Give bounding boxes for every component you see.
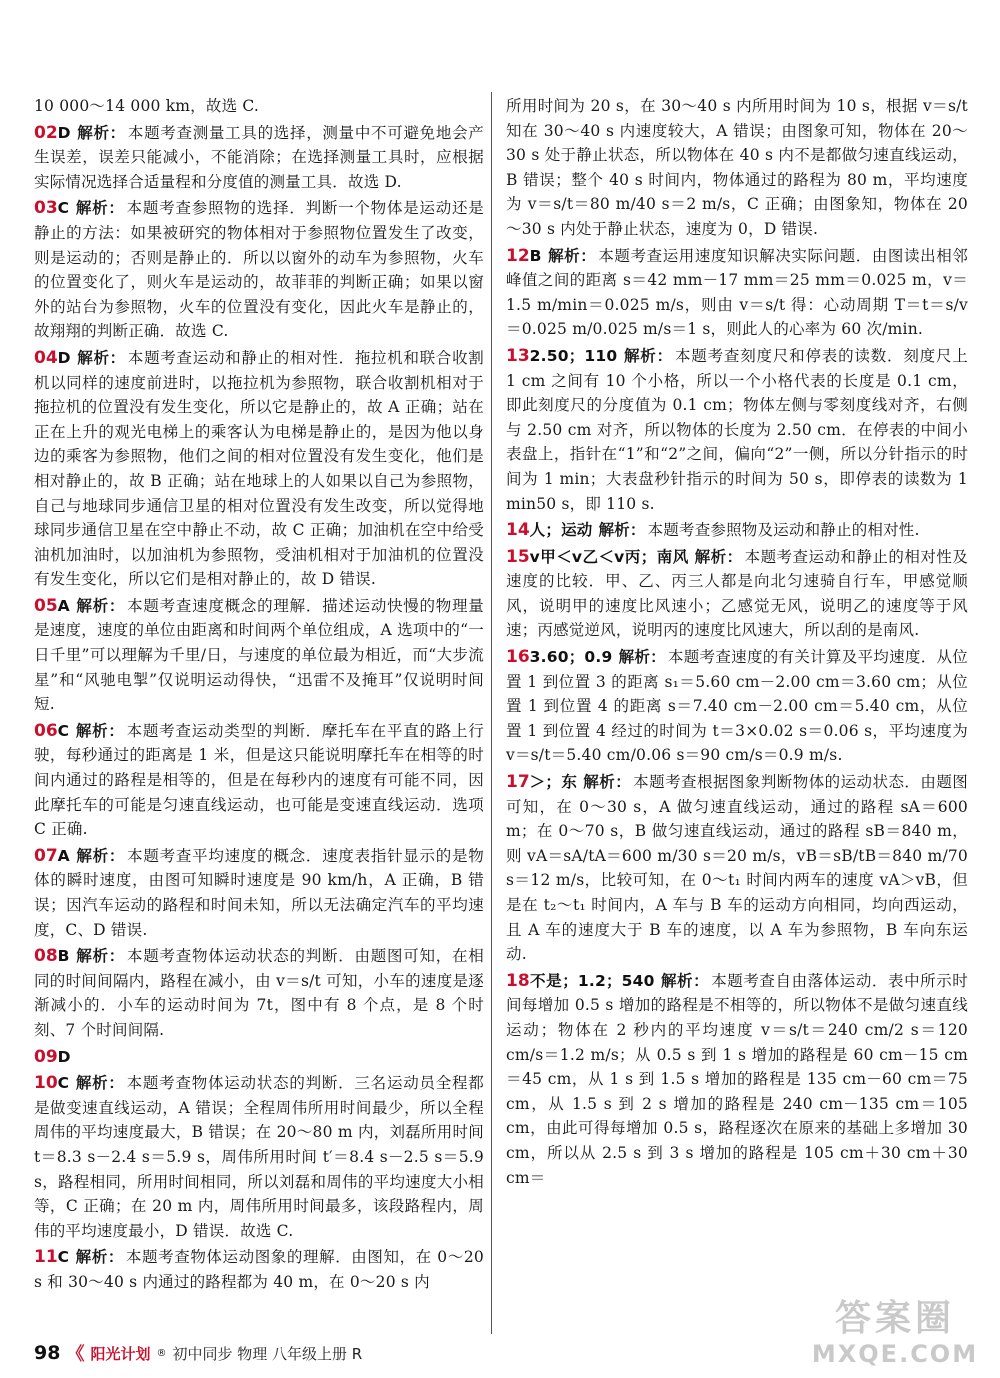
explanation-text: 所用时间为 20 s，在 30～40 s 内所用时间为 10 s，根据 v＝s/t 知在 30～40 s 内速度较大，A 错误；由图象可知，物体在 20～30 s 处于静止状态，所以物体在 40 s 内不是都做匀速直线运动，B 错误；整个 40 s 时间内，物体通过的路程为 80 m，平均速度为 v＝s/t＝80 m/40 s＝2 m/s，C 正确；由图象知，物体在 20～30 s 内处于静止状态，速度为 0，D 错误. — [506, 97, 968, 238]
answer-item-16 — [506, 645, 968, 768]
answer-item-14 — [506, 518, 968, 543]
explanation-text: 本题考查参照物及运动和静止的相对性. — [647, 521, 920, 540]
answer-choice: D — [57, 1047, 71, 1066]
explanation-text: 本题考查运动类型的判断．摩托车在平直的路上行驶，每秒通过的距离是 1 米，但是这只能说明摩托车在相等的时间内通过的路程是相等的，但是在每秒内的速度有可能不同，因此摩托车的可能是匀速直线运动，也可能是变速直线运动．选项 C 正确. — [34, 721, 484, 839]
left-column — [34, 94, 484, 1297]
explanation-text: 本题考查物体运动状态的判断．由题图可知，在相同的时间间隔内，路程在减小，由 v＝s/t 可知，小车的速度是逐渐减小的．小车的运动时间为 7t，图中有 8 个点，是 8 个时刻、7 个时间间隔. — [34, 947, 484, 1039]
question-number: 14 — [506, 520, 530, 541]
analysis-label: 解析： — [547, 245, 597, 265]
answer-choice: C — [57, 199, 70, 218]
explanation-text: 本题考查物体运动状态的判断．三名运动员全程都是做变速直线运动，A 错误；全程周伟所用时间最少，所以全程周伟的平均速度最大，B 错误；在 20～80 m 内，刘磊所用时间 t＝8.3 s－2.4 s＝5.9 s，周伟所用时间 t′＝8.4 s－2.5 s＝5.9 s，路程相同，所用时间相同，所以刘磊和周伟的平均速度大小相等，C 正确；在 20 m 内，周伟所用时间最多，该段路程内，周伟的平均速度最小，D 错误．故选 C. — [34, 1074, 484, 1240]
answer-choice: 人；运动 — [529, 521, 593, 540]
question-number: 03 — [34, 198, 58, 219]
answer-item-02 — [34, 121, 484, 195]
book-title: 初中同步 物理 八年级上册 R — [172, 1344, 363, 1363]
analysis-label: 解析： — [618, 647, 666, 667]
analysis-label: 解析： — [75, 845, 126, 865]
analysis-label: 解析： — [75, 198, 125, 218]
question-number: 02 — [34, 122, 58, 143]
explanation-text: 本题考查物体运动图象的理解．由图知，在 0～20 s 和 30～40 s 内通过的路程都为 40 m，在 0～20 s 内 — [34, 1248, 484, 1291]
answer-continuation — [506, 94, 968, 242]
analysis-label: 解析： — [76, 347, 126, 367]
answer-item-17 — [506, 770, 968, 967]
column-divider — [491, 92, 492, 1334]
question-number: 05 — [34, 595, 58, 616]
analysis-label: 解析： — [75, 1247, 124, 1267]
question-number: 06 — [34, 720, 58, 741]
answer-choice: 不是；1.2；540 — [529, 971, 655, 990]
explanation-text: 本题考查自由落体运动．表中所示时间每增加 0.5 s 增加的路程是不相等的，所以物体不是做匀速直线运动；物体在 2 秒内的平均速度 v＝s/t＝240 cm/2 s＝120 cm/s＝1.2 m/s；从 0.5 s 到 1 s 增加的路程是 60 cm－15 cm＝45 cm，从 1 s 到 1.5 s 增加的路程是 135 cm－60 cm＝75 cm，从 1.5 s 到 2 s 增加的路程是 240 cm－135 cm＝105 cm，由此可得每增加 0.5 s，路程逐次在原来的基础上多增加 30 cm，所以从 2.5 s 到 3 s 增加的路程是 105 cm＋30 cm＋30 cm＝ — [506, 971, 968, 1187]
question-number: 07 — [34, 845, 58, 866]
analysis-label: 解析： — [660, 970, 710, 990]
answer-choice: B — [57, 947, 70, 966]
analysis-label: 解析： — [583, 772, 632, 792]
answer-choice: 2.50；110 — [529, 346, 618, 365]
explanation-text: 本题考查运动和静止的相对性．拖拉机和联合收割机以同样的速度前进时，以拖拉机为参照物，联合收割机相对于拖拉机的位置没有发生变化，所以它是静止的，故 A 正确；站在正在上升的观光电梯上的乘客认为电梯是静止的，是因为他以身边的乘客为参照物，他们之间的相对位置没有发生变化，他们是相对静止的，故 B 正确；站在地球上的人如果以自己为参照物，自己与地球同步通信卫星的相对位置没有发生改变，所以觉得地球同步通信卫星在空中静止不动，故 C 正确；加油机在空中给受油机加油时，以加油机为参照物，受油机相对于加油机的位置没有发生变化，所以它们是相对静止的，故 D 错误. — [34, 348, 484, 589]
question-number: 08 — [34, 946, 58, 967]
answer-item-06 — [34, 719, 484, 842]
explanation-text: 本题考查速度概念的理解．描述运动快慢的物理量是速度，速度的单位由距离和时间两个单位组成，A 选项中的“一日千里”可以理解为千里/日，与速度的单位最为相近，而“大步流星”和“风驰电掣”仅说明运动得快，“迅雷不及掩耳”仅说明时间短. — [34, 596, 484, 714]
answer-item-05 — [34, 594, 484, 717]
answer-choice: ＞；东 — [529, 773, 578, 792]
answer-item-11 — [34, 1245, 484, 1294]
explanation-text: 本题考查刻度尺和停表的读数．刻度尺上 1 cm 之间有 10 个小格，所以一个小格代表的长度是 0.1 cm，即此刻度尺的分度值为 0.1 cm；物体左侧与零刻度线对齐，右侧与 2.50 cm 对齐，所以物体的长度为 2.50 cm．在停表的中间小表盘上，指针在“1”和“2”之间，偏向“2”一侧，所以分针指示的时间为 1 min；大表盘秒针指示的时间为 50 s，即停表的读数为 1 min50 s，即 110 s. — [506, 346, 968, 513]
question-number: 17 — [506, 772, 530, 793]
analysis-label: 解析： — [75, 946, 125, 966]
analysis-label: 解析： — [75, 1073, 125, 1093]
analysis-label: 解析： — [694, 546, 743, 566]
watermark — [800, 1298, 990, 1374]
brand-name: 阳光计划 — [90, 1344, 151, 1363]
explanation-text: 本题考查运动和静止的相对性及速度的比较．甲、乙、丙三人都是向北匀速骑自行车，甲感觉顺风，说明甲的速度比风速小；乙感觉无风，说明乙的速度等于风速；丙感觉逆风，说明丙的速度比风速大，所以刮的是南风. — [506, 547, 968, 640]
answer-item-09 — [34, 1045, 484, 1070]
answer-item-10 — [34, 1071, 484, 1243]
answer-item-18 — [506, 969, 968, 1190]
explanation-text: 本题考查根据图象判断物体的运动状态．由题图可知，在 0～30 s，A 做匀速直线运动，通过的路程 sA＝600 m；在 0～70 s，B 做匀速直线运动，通过的路程 sB＝840 m，则 vA＝sA/tA＝600 m/30 s＝20 m/s，vB＝sB/tB＝840 m/70 s＝12 m/s，比较可知，在 0～t₁ 时间内两车的速度 vA＞vB，但是在 t₂～t₁ 时间内，A 车与 B 车的运动方向相同，均向西运动，且 A 车的速度大于 B 车的速度，以 A 车为参照物，B 车向东运动. — [506, 773, 968, 964]
explanation-text: 本题考查速度的有关计算及平均速度．从位置 1 到位置 3 的距离 s₁＝5.60 cm－2.00 cm＝3.60 cm；从位置 1 到位置 4 的距离 s＝7.40 cm－2.00 cm＝5.40 cm，从位置 1 到位置 4 经过的时间为 t＝3×0.02 s＝0.06 s，平均速度为 v＝s/t＝5.40 cm/0.06 s＝90 cm/s＝0.9 m/s. — [506, 648, 968, 765]
analysis-label: 解析： — [75, 720, 125, 740]
chevron-left-icon: 《 — [66, 1344, 85, 1365]
question-number: 18 — [506, 970, 530, 991]
watermark-url: MXQE.COM — [811, 1340, 979, 1368]
answer-choice: D — [57, 123, 71, 142]
answer-item-12 — [506, 244, 968, 342]
analysis-label: 解析： — [598, 520, 646, 540]
page-footer — [34, 1340, 362, 1366]
answer-item-03 — [34, 196, 484, 344]
answer-item-04 — [34, 346, 484, 592]
answer-item-08 — [34, 944, 484, 1042]
registered-mark: ® — [156, 1347, 167, 1359]
watermark-chinese: 答案圈 — [834, 1298, 955, 1339]
answer-choice: 3.60；0.9 — [529, 648, 613, 667]
question-number: 10 — [34, 1073, 58, 1094]
answer-continuation — [34, 94, 484, 119]
analysis-label: 解析： — [623, 345, 673, 365]
explanation-text: 本题考查平均速度的概念．速度表指针显示的是物体的瞬时速度，由图可知瞬时速度是 90 km/h，A 正确，B 错误；因汽车运动的路程和时间未知，所以无法确定汽车的平均速度，C、D 错误. — [34, 846, 484, 939]
question-number: 16 — [506, 647, 530, 668]
answer-item-13 — [506, 344, 968, 516]
answer-choice: C — [57, 1248, 70, 1267]
answer-item-15 — [506, 545, 968, 643]
question-number: 12 — [506, 245, 530, 266]
question-number: 11 — [34, 1247, 58, 1268]
explanation-text: 10 000～14 000 km，故选 C. — [34, 97, 260, 115]
question-number: 09 — [34, 1046, 58, 1067]
answer-choice: C — [57, 1074, 70, 1093]
answer-choice: B — [529, 246, 542, 265]
answer-choice: C — [57, 721, 70, 740]
explanation-text: 本题考查运用速度知识解决实际问题．由图读出相邻峰值之间的距离 s＝42 mm－17 mm＝25 mm＝0.025 m，v＝1.5 m/min＝0.025 m/s，则由 v＝s/t 得：心动周期 T＝t＝s/v＝0.025 m/0.025 m/s＝1 s，则此人的心率为 60 次/min. — [506, 246, 968, 339]
answer-choice: A — [57, 846, 70, 865]
question-number: 13 — [506, 345, 530, 366]
page-number: 98 — [34, 1342, 61, 1364]
right-column — [506, 94, 968, 1192]
question-number: 04 — [34, 347, 58, 368]
answer-choice: D — [57, 348, 71, 367]
answer-choice: A — [57, 596, 70, 615]
answer-choice: v甲＜v乙＜v丙；南风 — [529, 547, 689, 566]
question-number: 15 — [506, 546, 530, 567]
explanation-text: 本题考查参照物的选择．判断一个物体是运动还是静止的方法：如果被研究的物体相对于参照物位置发生了改变，则是运动的；否则是静止的．所以以窗外的动车为参照物，火车的位置变化了，则火车是运动的，故菲菲的判断正确；如果以窗外的站台为参照物，火车的位置没有变化，因此火车是静止的，故翔翔的判断正确．故选 C. — [34, 199, 484, 341]
analysis-label: 解析： — [76, 122, 126, 142]
analysis-label: 解析： — [75, 595, 126, 615]
explanation-text: 本题考查测量工具的选择，测量中不可避免地会产生误差，误差只能减小，不能消除；在选择测量工具时，应根据实际情况选择合适量程和分度值的测量工具．故选 D. — [34, 123, 484, 191]
answer-item-07 — [34, 844, 484, 942]
